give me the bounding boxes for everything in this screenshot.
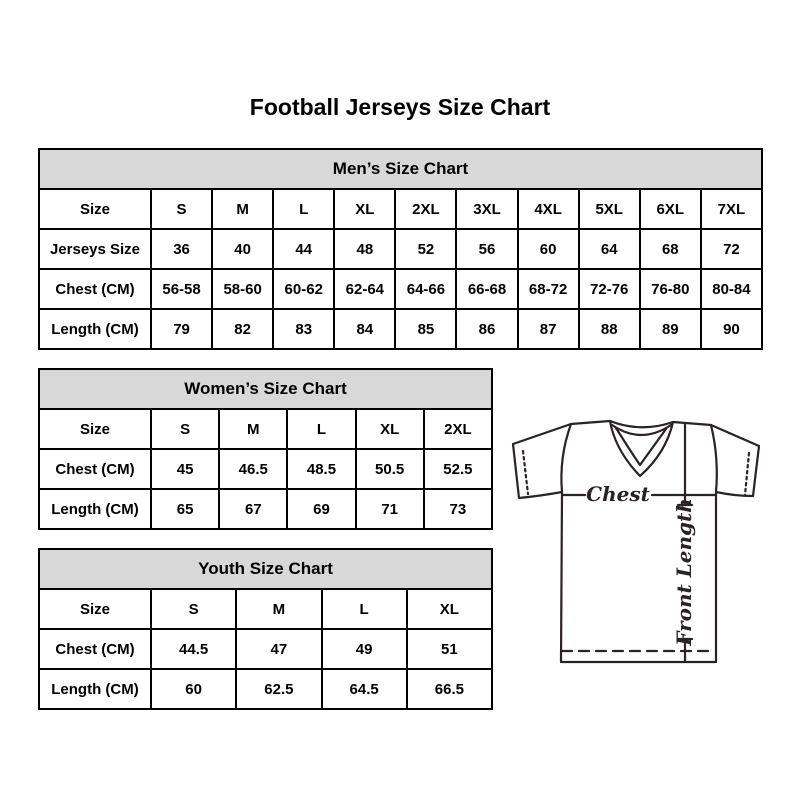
row-label: Chest (CM) <box>39 629 151 669</box>
table-cell: 84 <box>334 309 395 349</box>
table-cell: XL <box>334 189 395 229</box>
table-cell: 60 <box>518 229 579 269</box>
table-cell: 2XL <box>424 409 492 449</box>
table-cell: S <box>151 409 219 449</box>
table-cell: 66.5 <box>407 669 492 709</box>
table-cell: 72-76 <box>579 269 640 309</box>
table-cell: 47 <box>236 629 321 669</box>
table-cell: S <box>151 189 212 229</box>
table-cell: 5XL <box>579 189 640 229</box>
row-label: Size <box>39 589 151 629</box>
table-cell: 58-60 <box>212 269 273 309</box>
table-cell: 73 <box>424 489 492 529</box>
table-cell: 64-66 <box>395 269 456 309</box>
table-cell: L <box>322 589 407 629</box>
table-header-row <box>39 369 492 409</box>
table-row <box>39 629 492 669</box>
table-cell: 85 <box>395 309 456 349</box>
table-cell: 3XL <box>456 189 517 229</box>
table-title: Youth Size Chart <box>39 549 492 589</box>
table-cell: 90 <box>701 309 762 349</box>
table-cell: 72 <box>701 229 762 269</box>
table-cell: 48.5 <box>287 449 355 489</box>
table-cell: 67 <box>219 489 287 529</box>
table-row <box>39 269 762 309</box>
collar-back-arc-top <box>610 421 673 427</box>
table-cell: 76-80 <box>640 269 701 309</box>
table-cell: 46.5 <box>219 449 287 489</box>
table-cell: 52.5 <box>424 449 492 489</box>
table-row <box>39 489 492 529</box>
table-cell: 87 <box>518 309 579 349</box>
table-row <box>39 189 762 229</box>
table-cell: S <box>151 589 236 629</box>
table-cell: M <box>219 409 287 449</box>
table-cell: 68 <box>640 229 701 269</box>
table-cell: 71 <box>356 489 424 529</box>
table-cell: 88 <box>579 309 640 349</box>
table-cell: 50.5 <box>356 449 424 489</box>
table-cell: 44.5 <box>151 629 236 669</box>
table-title: Women’s Size Chart <box>39 369 492 409</box>
table-cell: 64 <box>579 229 640 269</box>
row-label: Chest (CM) <box>39 269 151 309</box>
table-cell: 89 <box>640 309 701 349</box>
table-row <box>39 449 492 489</box>
table-cell: 62.5 <box>236 669 321 709</box>
table-cell: 4XL <box>518 189 579 229</box>
table-cell: 66-68 <box>456 269 517 309</box>
womens-table-grid <box>38 368 493 530</box>
table-cell: 51 <box>407 629 492 669</box>
table-cell: 62-64 <box>334 269 395 309</box>
table-cell: 83 <box>273 309 334 349</box>
jersey-measurement-diagram <box>500 395 790 695</box>
row-label: Jerseys Size <box>39 229 151 269</box>
table-row <box>39 669 492 709</box>
front-length-label: Front Length <box>672 498 696 646</box>
table-cell: 65 <box>151 489 219 529</box>
table-cell: 44 <box>273 229 334 269</box>
womens-size-chart-table <box>38 368 493 530</box>
table-cell: 2XL <box>395 189 456 229</box>
table-row <box>39 309 762 349</box>
table-cell: L <box>273 189 334 229</box>
table-cell: 6XL <box>640 189 701 229</box>
row-label: Size <box>39 409 151 449</box>
table-cell: 79 <box>151 309 212 349</box>
table-row <box>39 229 762 269</box>
table-cell: 64.5 <box>322 669 407 709</box>
table-cell: XL <box>356 409 424 449</box>
table-cell: 69 <box>287 489 355 529</box>
row-label: Length (CM) <box>39 669 151 709</box>
table-cell: 40 <box>212 229 273 269</box>
table-cell: XL <box>407 589 492 629</box>
table-cell: 82 <box>212 309 273 349</box>
table-title: Men’s Size Chart <box>39 149 762 189</box>
table-cell: 80-84 <box>701 269 762 309</box>
row-label: Chest (CM) <box>39 449 151 489</box>
table-row <box>39 589 492 629</box>
table-cell: 68-72 <box>518 269 579 309</box>
table-cell: 86 <box>456 309 517 349</box>
table-header-row <box>39 149 762 189</box>
page-title: Football Jerseys Size Chart <box>249 94 551 120</box>
table-cell: 45 <box>151 449 219 489</box>
row-label: Size <box>39 189 151 229</box>
table-header-row <box>39 549 492 589</box>
youth-size-chart-table <box>38 548 493 710</box>
table-cell: 56-58 <box>151 269 212 309</box>
table-cell: M <box>212 189 273 229</box>
table-cell: 56 <box>456 229 517 269</box>
chest-label: Chest <box>586 482 650 506</box>
table-cell: L <box>287 409 355 449</box>
table-cell: 7XL <box>701 189 762 229</box>
youth-table-grid <box>38 548 493 710</box>
row-label: Length (CM) <box>39 309 151 349</box>
table-cell: M <box>236 589 321 629</box>
mens-table-grid <box>38 148 763 350</box>
table-cell: 48 <box>334 229 395 269</box>
table-cell: 36 <box>151 229 212 269</box>
table-cell: 60-62 <box>273 269 334 309</box>
row-label: Length (CM) <box>39 489 151 529</box>
table-cell: 60 <box>151 669 236 709</box>
mens-size-chart-table <box>38 148 763 350</box>
table-row <box>39 409 492 449</box>
table-cell: 49 <box>322 629 407 669</box>
table-cell: 52 <box>395 229 456 269</box>
